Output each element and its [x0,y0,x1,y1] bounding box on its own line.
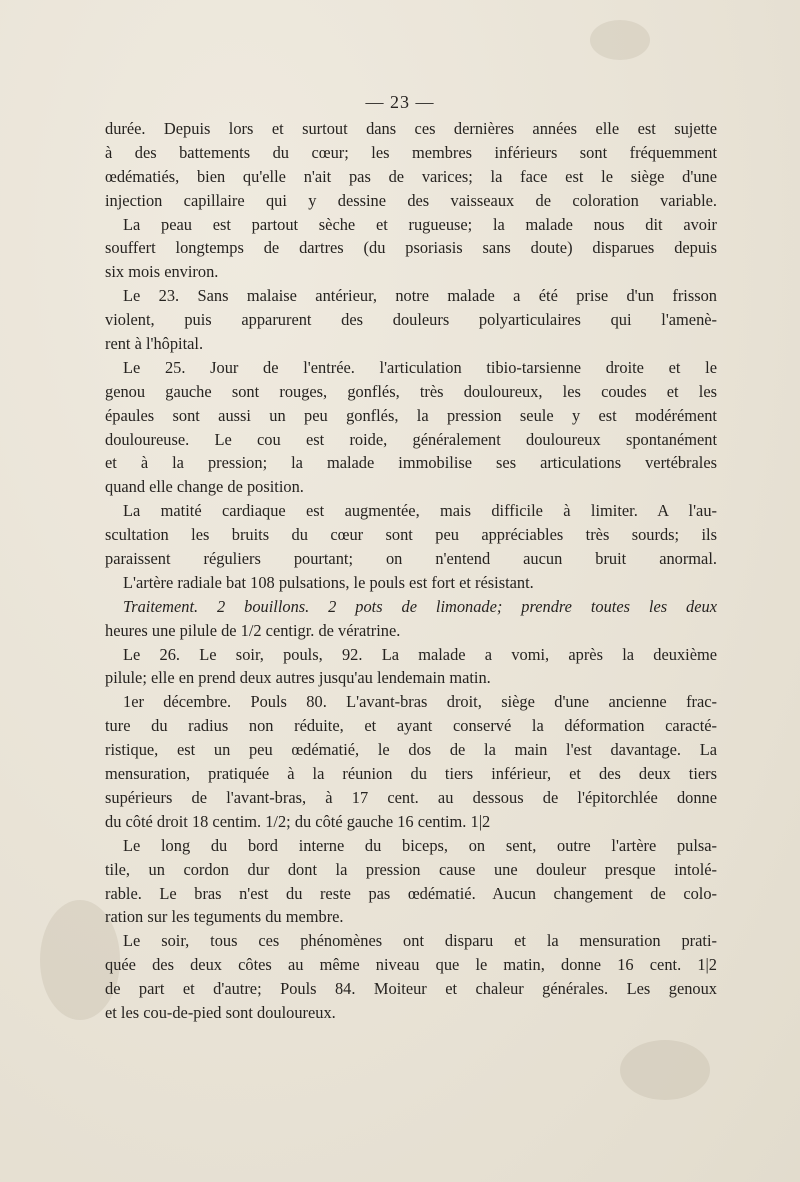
text-line: La matité cardiaque est augmentée, mais difficile à limiter. A l'au- [123,501,717,521]
text-line: scultation les bruits du cœur sont peu appréciables très sourds; ils [105,525,717,545]
text-line: ristique, est un peu œdématié, le dos de la main l'est davantage. La [105,740,717,760]
text-line: genou gauche sont rouges, gonflés, très douloureux, les coudes et les [105,381,717,401]
text-line: 1er décembre. Pouls 80. L'avant-bras droit, siège d'une ancienne frac- [123,692,717,712]
body-text [105,117,717,1025]
text-line: rable. Le bras n'est du reste pas œdématié. Aucun changement de colo- [105,883,717,903]
text-line: Le long du bord interne du biceps, on sent, outre l'artère pulsa- [123,835,717,855]
text-line: pilule; elle en prend deux autres jusqu'au lendemain matin. [105,668,491,688]
text-line: La peau est partout sèche et rugueuse; la malade nous dit avoir [123,214,717,234]
text-line: violent, puis apparurent des douleurs polyarticulaires qui l'amenè- [105,310,717,330]
paper-stain [590,20,650,60]
text-line: quée des deux côtes au même niveau que le matin, donne 16 cent. 1|2 [105,955,717,975]
text-line: ration sur les teguments du membre. [105,907,344,927]
text-line: durée. Depuis lors et surtout dans ces dernières années elle est sujette [105,119,717,138]
text-line: Le 25. Jour de l'entrée. l'articulation tibio-tarsienne droite et le [123,357,717,377]
paper-stain [620,1040,710,1100]
text-line: mensuration, pratiquée à la réunion du tiers inférieur, et des deux tiers [105,764,717,784]
text-line: quand elle change de position. [105,477,304,497]
text-line: rent à l'hôpital. [105,334,204,354]
text-line: ture du radius non réduite, et ayant conservé la déformation caracté- [105,716,717,736]
text-line: du côté droit 18 centim. 1/2; du côté gauche 16 centim. 1|2 [105,811,491,831]
text-line: paraissent réguliers pourtant; on n'entend aucun bruit anormal. [105,549,717,569]
text-line: injection capillaire qui y dessine des vaisseaux de coloration variable. [105,190,717,210]
text-line: de part et d'autre; Pouls 84. Moiteur et chaleur générales. Les genoux [105,979,717,999]
page-number: — 23 — [365,92,435,112]
text-line: Le soir, tous ces phénomènes ont disparu et la mensuration prati- [123,931,717,951]
text-line: épaules sont aussi un peu gonflés, la pression seule y est modérément [105,405,717,425]
text-line: Le 23. Sans malaise antérieur, notre malade a été prise d'un frisson [123,286,717,306]
text-line: tile, un cordon dur dont la pression cause une douleur presque intolé- [105,859,717,879]
text-line: heures une pilule de 1/2 centigr. de vératrine. [105,620,401,640]
text-line: Traitement. 2 bouillons. 2 pots de limonade; prendre toutes les deux [123,596,717,616]
text-line: et à la pression; la malade immobilise ses articulations vertébrales [105,453,717,473]
text-line: L'artère radiale bat 108 pulsations, le pouls est fort et résistant. [123,572,534,592]
text-line: supérieurs de l'avant-bras, à 17 cent. au dessous de l'épitorchlée donne [105,787,717,807]
text-line: à des battements du cœur; les membres inférieurs sont fréquemment [105,142,717,162]
text-line: et les cou-de-pied sont douloureux. [105,1002,336,1022]
text-line: Le 26. Le soir, pouls, 92. La malade a vomi, après la deuxième [123,644,717,664]
text-line: douloureuse. Le cou est roide, généralement douloureux spontanément [105,429,717,449]
text-line: six mois environ. [105,262,219,282]
text-line: œdématiés, bien qu'elle n'ait pas de varices; la face est le siège d'une [105,166,717,186]
text-line: souffert longtemps de dartres (du psoriasis sans doute) disparues depuis [105,238,717,258]
